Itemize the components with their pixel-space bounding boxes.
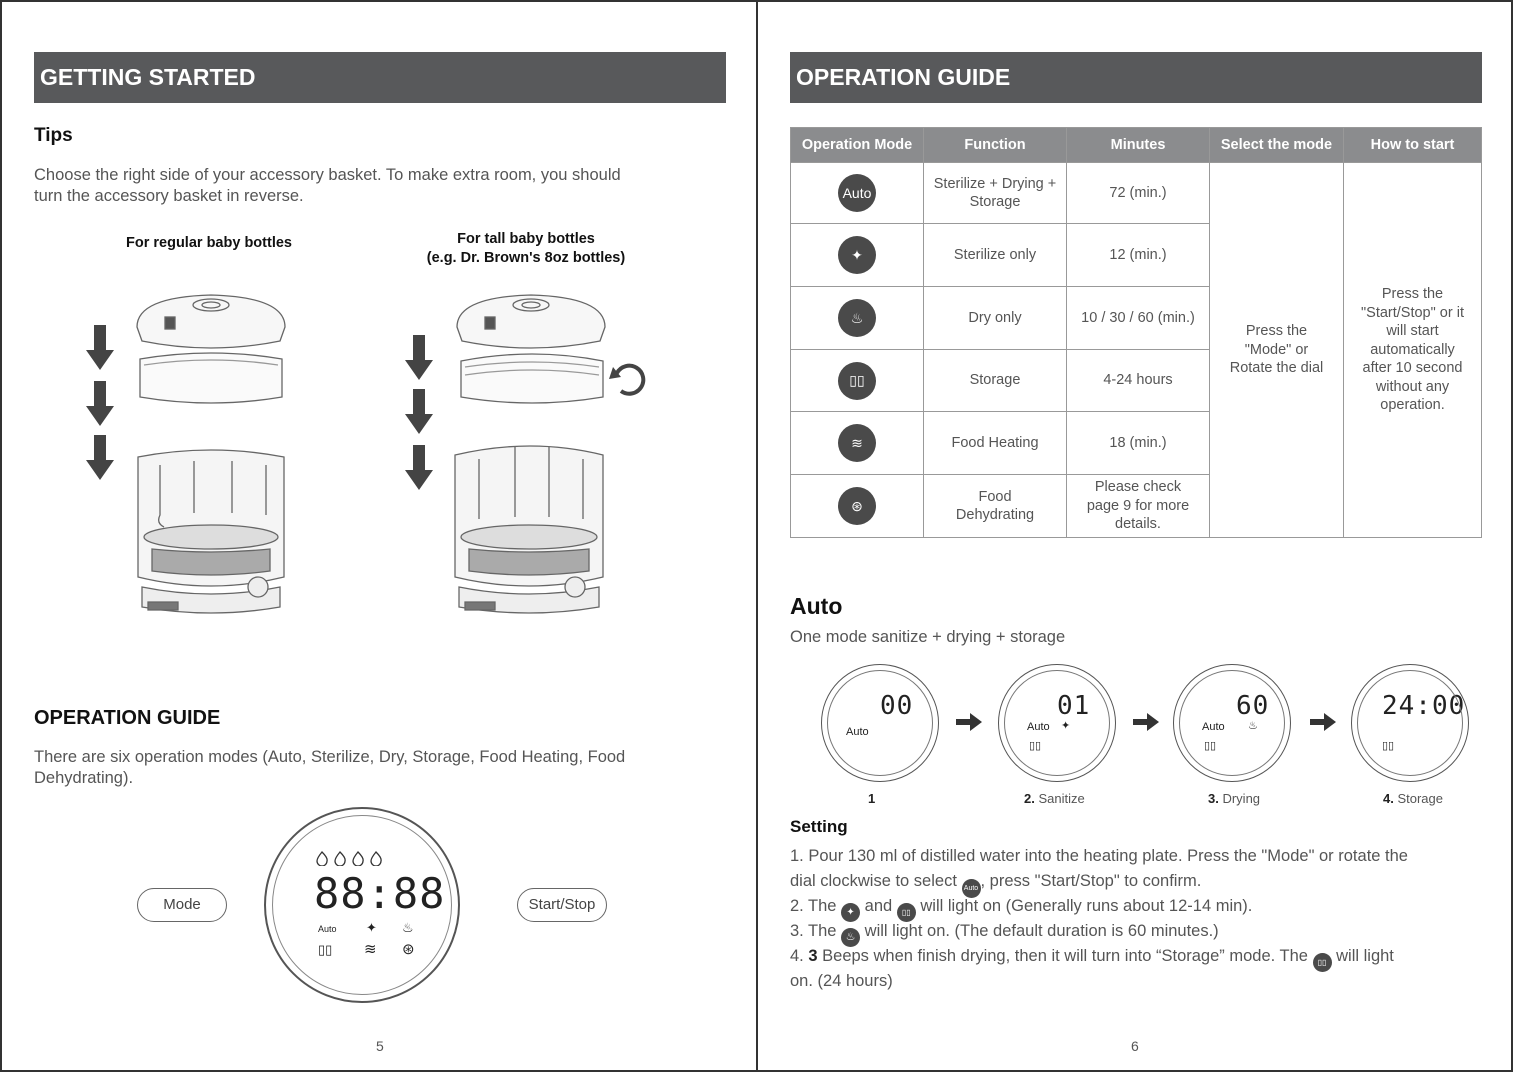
step-number: 4.: [1383, 791, 1394, 806]
header-function: Function: [924, 128, 1067, 163]
operation-modes-table: [790, 127, 1482, 538]
auto-icon: Auto: [962, 879, 981, 898]
step-2-display: [998, 664, 1116, 782]
storage-icon: ▯▯: [1029, 740, 1042, 752]
step-2-label: [1024, 791, 1085, 806]
dry-icon: ♨: [1248, 720, 1258, 732]
tall-bottles-label: [402, 230, 650, 268]
step-4-display: [1351, 664, 1469, 782]
storage-icon: ▯▯: [1313, 953, 1332, 972]
header-operation-mode: Operation Mode: [791, 128, 924, 163]
page-number: 6: [1131, 1038, 1139, 1054]
minutes-cell: 72 (min.): [1067, 163, 1210, 224]
function-cell: Sterilize only: [924, 224, 1067, 287]
function-cell: Storage: [924, 350, 1067, 412]
setting-text: 4.: [790, 947, 804, 965]
table-row: [791, 163, 1482, 224]
down-arrow-icon: [86, 325, 114, 370]
function-cell: Dry only: [924, 287, 1067, 350]
header-how-to-start: How to start: [1344, 128, 1482, 163]
regular-bottles-label: For regular baby bottles: [126, 235, 292, 251]
step-4-label: [1383, 791, 1443, 806]
down-arrow-icon: [405, 335, 433, 380]
select-mode-cell: Press the "Mode" or Rotate the dial: [1210, 163, 1344, 538]
food-heating-icon: ≋: [364, 941, 377, 958]
tips-heading: Tips: [34, 125, 73, 146]
tall-bottles-label-line-1: For tall baby bottles: [457, 231, 595, 247]
right-arrow-icon: [956, 713, 982, 731]
step-3-display: [1173, 664, 1291, 782]
step-display-digits: 00: [880, 691, 914, 721]
how-to-start-cell: Press the "Start/Stop" or it will start automatically after 10 second without any operation.: [1344, 163, 1482, 538]
setting-text: , press "Start/Stop" to confirm.: [980, 872, 1202, 890]
display-digits: 88:88: [314, 869, 446, 918]
setting-text: will light on (Generally runs about 12-14 min).: [920, 897, 1253, 915]
display-auto-label: Auto: [318, 924, 337, 934]
step-auto-label: Auto: [1202, 721, 1225, 733]
down-arrow-icon: [405, 445, 433, 490]
setting-line-2: [790, 872, 1201, 898]
down-arrow-icon: [86, 381, 114, 426]
sterilize-icon: ✦: [366, 920, 377, 935]
setting-text: 3. The: [790, 922, 837, 940]
operation-guide-text-line-1: There are six operation modes (Auto, Sterilize, Dry, Storage, Food Heating, Food: [34, 748, 626, 766]
step-number: 2.: [1024, 791, 1035, 806]
minutes-cell: 12 (min.): [1067, 224, 1210, 287]
sterilize-icon: ✦: [841, 903, 860, 922]
step-number: 1: [868, 791, 876, 806]
auto-icon: Auto: [838, 174, 876, 212]
setting-line-3: [790, 897, 1252, 922]
tall-bottles-label-line-2: (e.g. Dr. Brown's 8oz bottles): [426, 250, 626, 266]
setting-text: dial clockwise to select: [790, 872, 957, 890]
step-auto-label: Auto: [846, 726, 869, 738]
step-name: Sanitize: [1038, 791, 1085, 806]
step-name: Drying: [1222, 791, 1261, 806]
table-header-row: [791, 128, 1482, 163]
auto-heading: Auto: [790, 593, 843, 619]
down-arrow-icon: [405, 389, 433, 434]
start-stop-button[interactable]: Start/Stop: [517, 888, 607, 922]
auto-subtitle: One mode sanitize + drying + storage: [790, 628, 1066, 646]
step-display-digits: 60: [1236, 691, 1270, 721]
setting-text: will light: [1336, 947, 1394, 965]
setting-line-5: [790, 947, 1394, 972]
water-level-icons: [314, 850, 386, 866]
tips-text-line-1: Choose the right side of your accessory basket. To make extra room, you should: [34, 166, 621, 184]
minutes-cell: 4-24 hours: [1067, 350, 1210, 412]
storage-icon: ▯▯: [897, 903, 916, 922]
operation-guide-text-line-2: Dehydrating).: [34, 769, 134, 787]
header-minutes: Minutes: [1067, 128, 1210, 163]
right-arrow-icon: [1133, 713, 1159, 731]
minutes-cell: 18 (min.): [1067, 412, 1210, 475]
page-6: [756, 0, 1513, 1072]
step-1-display: [821, 664, 939, 782]
dry-icon: ♨: [841, 928, 860, 947]
sterilize-icon: ✦: [1061, 720, 1071, 732]
step-name: Storage: [1397, 791, 1444, 806]
setting-line-6: on. (24 hours): [790, 972, 893, 990]
setting-bold-number: 3: [808, 947, 818, 965]
rotate-icon: [617, 366, 643, 394]
mode-button[interactable]: Mode: [137, 888, 227, 922]
storage-icon: ▯▯: [838, 362, 876, 400]
storage-icon: ▯▯: [1382, 740, 1395, 752]
step-display-digits: 24:00: [1382, 691, 1466, 721]
tips-text-line-2: turn the accessory basket in reverse.: [34, 187, 304, 205]
setting-line-4: [790, 922, 1219, 947]
operation-guide-heading: OPERATION GUIDE: [34, 707, 221, 729]
getting-started-banner: GETTING STARTED: [34, 52, 726, 103]
food-dehydrating-icon: ⊛: [838, 487, 876, 525]
setting-text: Beeps when finish drying, then it will turn into “Storage” mode. The: [822, 947, 1308, 965]
tall-assembly-illustration: [399, 287, 659, 622]
dry-icon: ♨: [838, 299, 876, 337]
storage-icon: ▯▯: [1204, 740, 1217, 752]
step-1-label: [868, 791, 875, 806]
step-display-digits: 01: [1057, 691, 1091, 721]
function-cell: Food Dehydrating: [924, 475, 1067, 538]
function-cell: Food Heating: [924, 412, 1067, 475]
storage-icon: ▯▯: [318, 942, 333, 957]
setting-line-1: 1. Pour 130 ml of distilled water into the heating plate. Press the "Mode" or rotate the: [790, 847, 1408, 865]
right-arrow-icon: [1310, 713, 1336, 731]
dry-icon: ♨: [402, 920, 414, 935]
page-number: 5: [376, 1038, 384, 1054]
food-heating-icon: ≋: [838, 424, 876, 462]
operation-guide-banner: OPERATION GUIDE: [790, 52, 1482, 103]
regular-assembly-illustration: [82, 287, 292, 622]
sterilize-icon: ✦: [838, 236, 876, 274]
control-dial[interactable]: [264, 807, 460, 1003]
setting-text: will light on. (The default duration is 60 minutes.): [864, 922, 1219, 940]
step-auto-label: Auto: [1027, 721, 1050, 733]
down-arrow-icon: [86, 435, 114, 480]
setting-heading: Setting: [790, 817, 848, 836]
minutes-cell: 10 / 30 / 60 (min.): [1067, 287, 1210, 350]
function-cell: Sterilize + Drying + Storage: [924, 163, 1067, 224]
food-dehydrating-icon: ⊛: [402, 941, 415, 958]
step-3-label: [1208, 791, 1260, 806]
setting-text: 2. The: [790, 897, 837, 915]
setting-text: and: [864, 897, 893, 915]
header-select-mode: Select the mode: [1210, 128, 1344, 163]
minutes-cell: Please check page 9 for more details.: [1067, 475, 1210, 538]
step-number: 3.: [1208, 791, 1219, 806]
